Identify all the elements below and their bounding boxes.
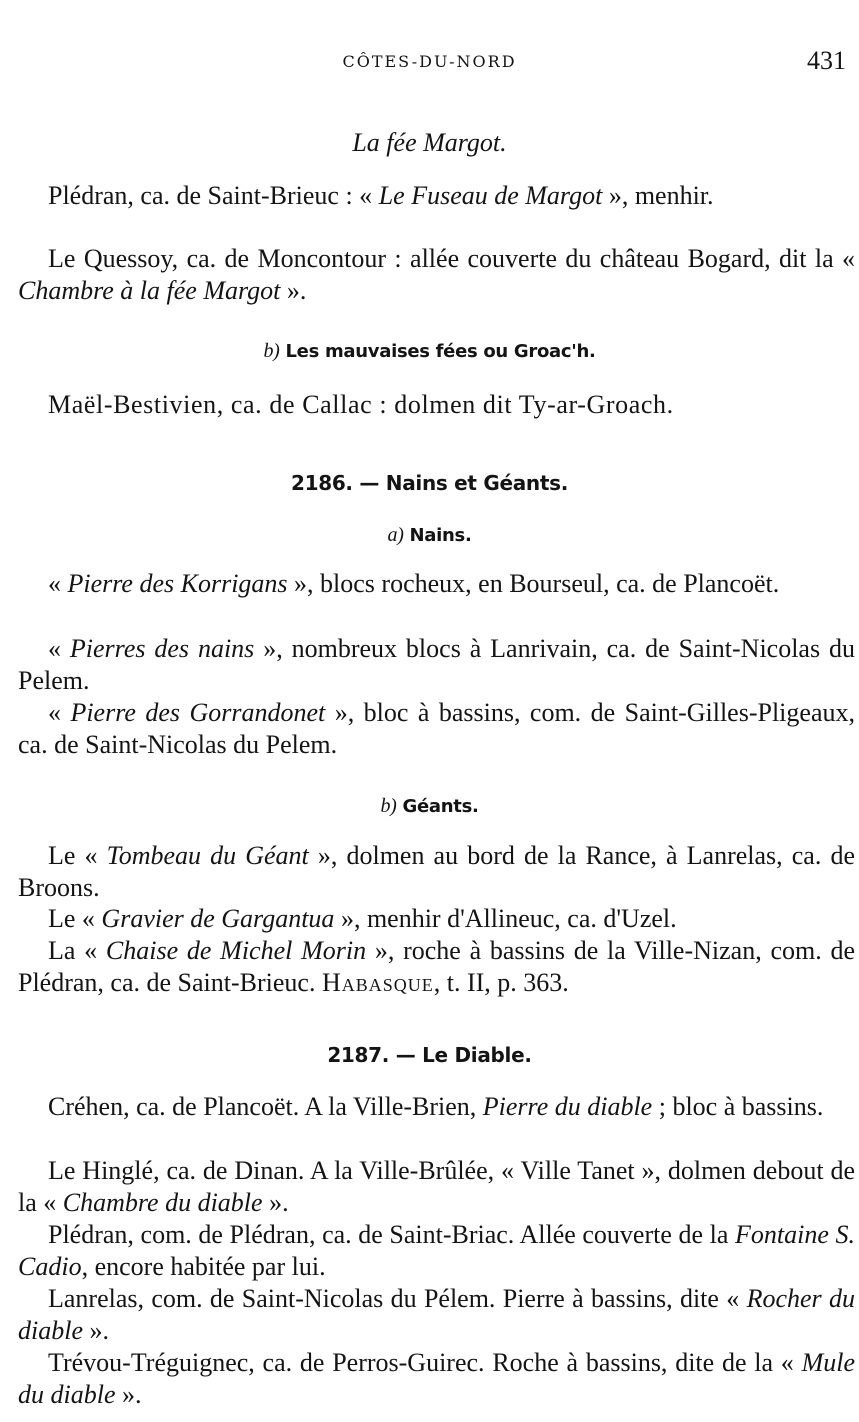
- place-name: Chambre du diable: [62, 1187, 263, 1217]
- section-heading-2187: 2187. — Le Diable.: [327, 1043, 532, 1067]
- subheading-mauvaises-fees: b) Les mauvaises fées ou Groac'h.: [263, 340, 596, 362]
- place-name: Pierres des nains: [69, 634, 255, 663]
- entry-pledran-fuseau: Plédran, ca. de Saint-Brieuc : « Le Fuseau de Margot », menhir.: [48, 181, 714, 210]
- citation-author: Habasque: [321, 967, 434, 997]
- entry-crehen: Créhen, ca. de Plancoët. A la Ville-Brien, Pierre du diable ; bloc à bassins.: [48, 1092, 824, 1121]
- entry-korrigans: « Pierre des Korrigans », blocs rocheux, en Bourseul, ca. de Plancoët.: [48, 569, 780, 598]
- subheading-nains: a) Nains.: [387, 524, 472, 546]
- entry-trevou-treguignec: Trévou-Tréguignec, ca. de Perros-Guirec. Roche à bassins, dite de la « Mule du diable ».: [18, 1348, 855, 1409]
- place-name: Pierre du diable: [482, 1092, 653, 1121]
- heading-fee-margot: La fée Margot.: [352, 128, 507, 157]
- place-name: Pierre des Gorrandonet: [70, 698, 326, 727]
- place-name: Rocher du diable: [18, 1284, 855, 1345]
- running-title: CÔTES-DU-NORD: [342, 52, 517, 71]
- place-name: Mule du diable: [18, 1348, 855, 1409]
- entry-tombeau-du-geant: Le « Tombeau du Géant », dolmen au bord de la Rance, à Lanrelas, ca. de Broons.: [18, 841, 855, 902]
- entry-pledran-fontaine: Plédran, com. de Plédran, ca. de Saint-Briac. Allée couverte de la Fontaine S. Cadio, encore habitée par lui.: [18, 1220, 855, 1281]
- entry-quessoy: Le Quessoy, ca. de Moncontour : allée couverte du château Bogard, dit la « Chambre à la fée Margot ».: [18, 244, 855, 305]
- place-name: Gravier de Gargantua: [101, 904, 335, 933]
- subheading-geants: b) Géants.: [380, 795, 479, 817]
- entry-mael-bestivien: Maël-Bestivien, ca. de Callac : dolmen dit Ty-ar-Groach.: [48, 390, 674, 419]
- entry-gravier-de-gargantua: Le « Gravier de Gargantua », menhir d'Allineuc, ca. d'Uzel.: [48, 904, 677, 933]
- place-name: Fontaine S. Cadio: [18, 1220, 855, 1281]
- entry-chaise-de-michel-morin: La « Chaise de Michel Morin », roche à bassins de la Ville-Nizan, com. de Plédran, ca. de Saint-Brieuc. Habasque, t. II, p. 363.: [18, 936, 856, 997]
- page-number: 431: [807, 46, 846, 75]
- place-name: Le Fuseau de Margot: [378, 181, 603, 210]
- entry-pierres-des-nains: « Pierres des nains », nombreux blocs à Lanrivain, ca. de Saint-Nicolas du Pelem.: [18, 634, 855, 695]
- section-heading-2186: 2186. — Nains et Géants.: [290, 471, 569, 495]
- entry-gorrandonet: « Pierre des Gorrandonet », bloc à bassins, com. de Saint-Gilles-Pligeaux, ca. de Saint-Nicolas du Pelem.: [18, 698, 855, 759]
- running-header: [0, 46, 859, 80]
- place-name: Chambre à la fée Margot: [18, 275, 281, 305]
- entry-le-hingle: Le Hinglé, ca. de Dinan. A la Ville-Brûlée, « Ville Tanet », dolmen debout de la « Chambre du diable ».: [18, 1156, 855, 1217]
- place-name: Chaise de Michel Morin: [105, 936, 367, 965]
- citation-reference: , t. II, p. 363.: [433, 967, 569, 997]
- place-name: Pierre des Korrigans: [67, 569, 288, 598]
- entry-lanrelas: Lanrelas, com. de Saint-Nicolas du Pélem. Pierre à bassins, dite « Rocher du diable ».: [18, 1284, 855, 1345]
- place-name: Tombeau du Géant: [106, 841, 309, 870]
